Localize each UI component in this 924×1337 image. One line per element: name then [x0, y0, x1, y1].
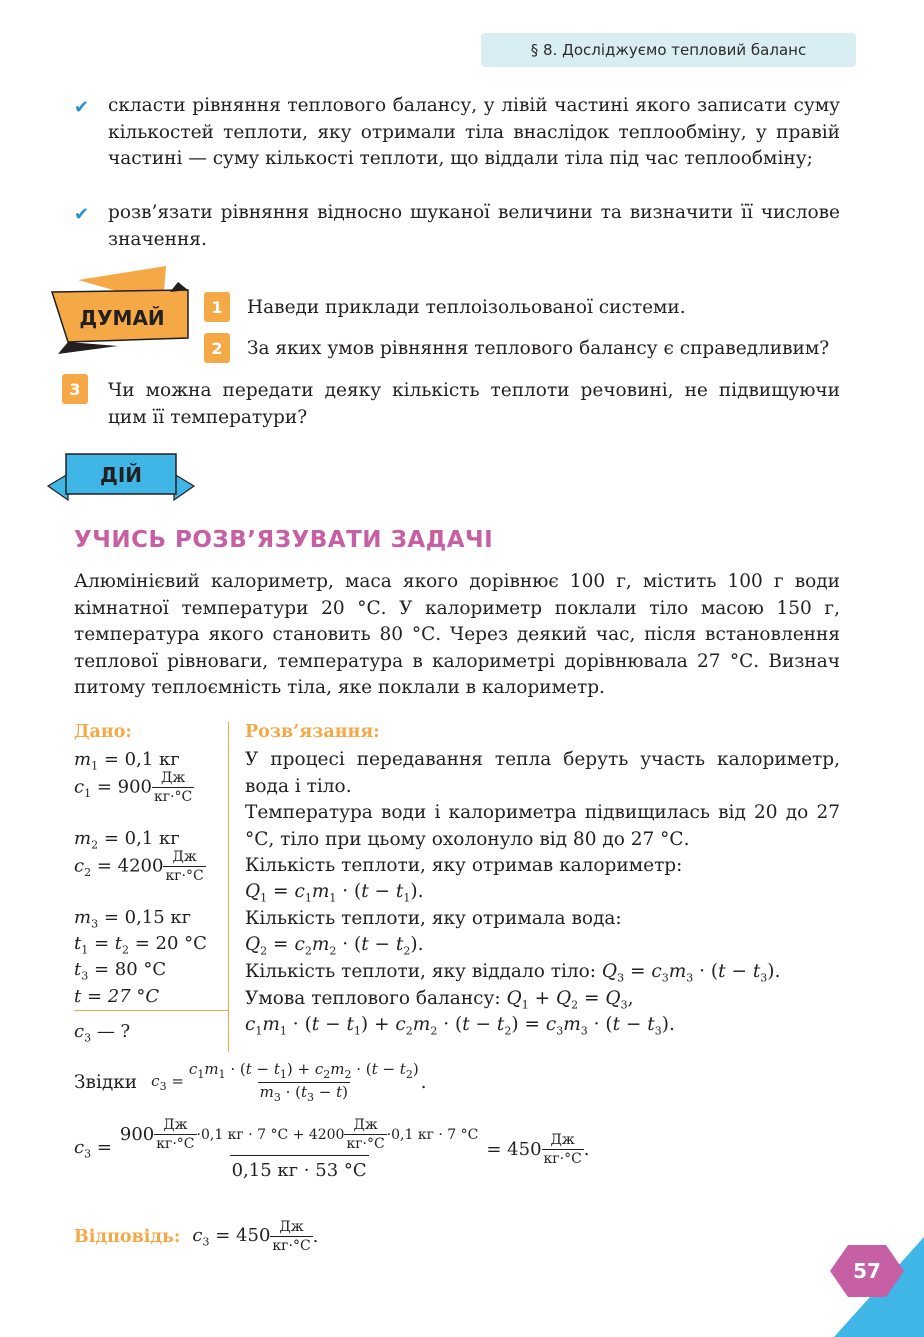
checkmark-icon: ✔ [74, 204, 90, 225]
given-divider [74, 1010, 229, 1011]
question-number: 2 [204, 333, 230, 363]
act-banner-label: ДІЙ [100, 463, 142, 487]
act-banner [46, 450, 196, 508]
bullet-2: розв’язати рівняння відносно шуканої величини та визначити її числове значення. [108, 202, 840, 250]
section-header: § 8. Досліджуємо тепловий баланс [481, 33, 856, 67]
given-heading: Дано: [74, 722, 132, 742]
solution-p2: Температура води і калориметра підвищилась від 20 до 27 °С, тіло при цьому охолонуло від 80 до 27 °С. [245, 802, 840, 850]
given-t: t = 27 °С [74, 986, 160, 1007]
solution-l4: Умова теплового балансу: $Q_1 + Q_2 = Q_3$, [245, 988, 634, 1012]
given-c1: $c_1 = 900$ $\frac{Дж}{кг\cdot^\circ С}$ [74, 770, 193, 805]
calculation-formula: $c_3$ = 900 $\frac{Дж}{кг\cdot^\circ С}$ ·0,1 кг · 7 °С + 4200 $\frac{Дж}{кг\cdot^\circ С}$ ·0,1 кг · 7 °С 0,15 кг · 53 °С = 450 $\frac{Дж}{кг\cdot^\circ С}$ . [74, 1117, 590, 1181]
given-find: $c_3$ — ? [74, 1021, 131, 1045]
think-banner-label: ДУМАЙ [79, 306, 165, 330]
solution-l3: Кількість теплоти, яку віддало тіло: $Q_3 = c_3m_3 \cdot (t - t_3)$. [245, 961, 781, 985]
question-2: За яких умов рівняння теплового балансу є справедливим? [247, 338, 830, 359]
solution-l2: Кількість теплоти, яку отримала вода: [245, 908, 622, 929]
problem-text: Алюмінієвий калориметр, маса якого дорівнює 100 г, містить 100 г води кімнатної температури 20 °С. У калориметр поклали тіло масою 150 г, температура якого становить 80 °С. Через деякий час, після встановлення теплової рівноваги, температура в калориметрі дорівнювала 27 °С. Визнач питому теплоємність тіла, яке поклали в калориметр. [74, 571, 840, 698]
given-m1: $m_1 = 0,1$ кг [74, 749, 180, 773]
think-banner [48, 262, 194, 362]
question-1: Наведи приклади теплоізольованої системи. [247, 297, 686, 318]
formula-balance: $c_1m_1 \cdot (t - t_1) + c_2m_2 \cdot (t - t_2) = c_3m_3 \cdot (t - t_3)$. [245, 1014, 675, 1038]
given-t12: $t_1 = t_2 = 20$ °С [74, 933, 207, 957]
answer: Відповідь: $c_3 = 450$ $\frac{Дж}{кг\cdot^\circ С}$ . [74, 1219, 319, 1254]
solution-heading: Розв’язання: [245, 722, 380, 742]
question-number: 3 [62, 374, 88, 404]
section-title: УЧИСЬ РОЗВ’ЯЗУВАТИ ЗАДАЧІ [74, 527, 494, 553]
page-number-badge [804, 1237, 924, 1337]
checkmark-icon: ✔ [74, 97, 90, 118]
given-t3: $t_3 = 80$ °С [74, 959, 167, 983]
formula-q2: $Q_2 = c_2m_2 \cdot (t - t_2)$. [245, 934, 424, 958]
solution-l1: Кількість теплоти, яку отримав калориметр: [245, 855, 683, 876]
column-divider [228, 722, 229, 1052]
given-c2: $c_2 = 4200$ $\frac{Дж}{кг\cdot^\circ С}$ [74, 849, 204, 884]
given-m2: $m_2 = 0,1$ кг [74, 828, 180, 852]
formula-q1: $Q_1 = c_1m_1 \cdot (t - t_1)$. [245, 881, 424, 905]
question-number: 1 [204, 292, 230, 322]
question-3: Чи можна передати деяку кількість теплоти речовині, не підвищуючи цим її температури? [108, 380, 840, 428]
whence-formula: Звідки $c_3$ = $\frac{c_1m_1 \cdot (t - t_1) + c_2m_2 \cdot (t - t_2)}{m_3 \cdot (t_3 - t)}$ . [74, 1060, 427, 1104]
given-m3: $m_3 = 0,15$ кг [74, 907, 192, 931]
page-number: 57 [853, 1259, 881, 1283]
solution-p1: У процесі передавання тепла беруть участь калориметр, вода і тіло. [245, 749, 840, 797]
bullet-1: скласти рівняння теплового балансу, у лівій частині якого записати суму кількостей теплоти, яку отримали тіла внаслідок теплообміну, у правій частині — суму кількості теплоти, що віддали тіла під час теплообміну; [108, 95, 840, 169]
